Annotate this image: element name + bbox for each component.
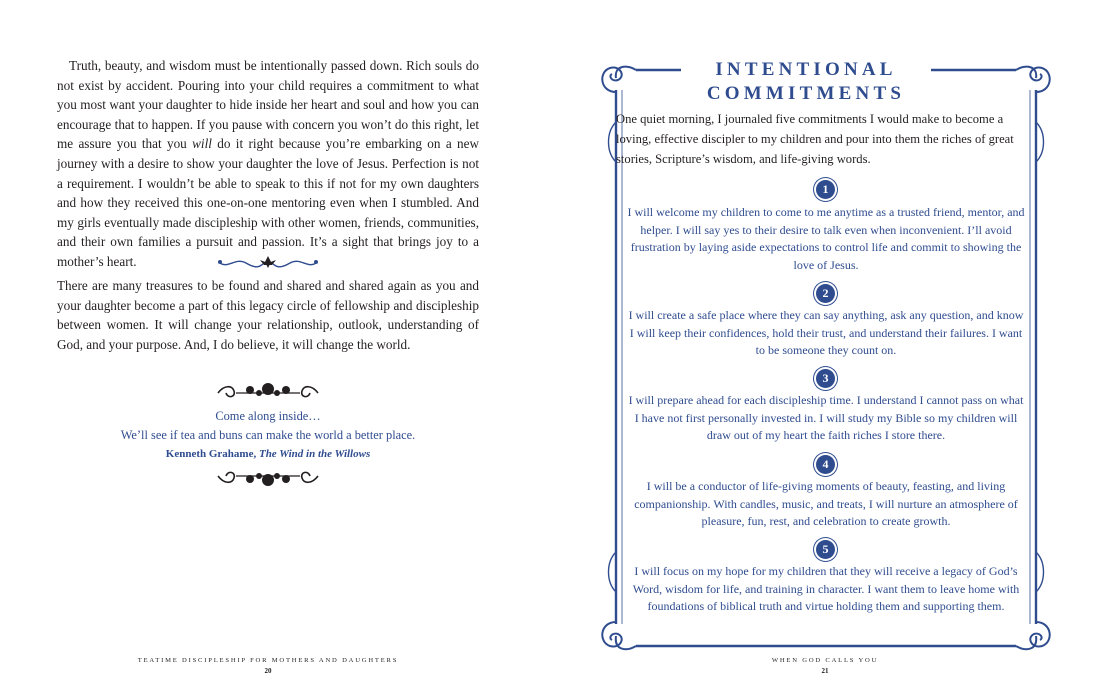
- paragraph-2-text: There are many treasures to be found and shared and shared again as you and your daughter become a part of this legacy circle of fellowship and discipleship between women. It will change your relationship, outlook, understanding of God, and your purpose. And, I do believe, it will change the world.: [57, 278, 479, 352]
- intro-paragraph: One quiet morning, I journaled five commitments I would make to become a loving, effective discipler to my children and pour into them the riches of great stories, Scripture’s wisdom, and life-giving words.: [616, 112, 1014, 166]
- epigraph-quote: [60, 407, 476, 464]
- left-page: [0, 0, 546, 700]
- right-page: [546, 0, 1093, 700]
- commitment-number-2: 2: [816, 284, 835, 303]
- commitment-number-3: 3: [816, 369, 835, 388]
- ornament-bottom-icon: [216, 466, 320, 488]
- paragraph-1-part-a: Truth, beauty, and wisdom must be intentionally passed down. Rich souls do not exist by accident. Pouring into your child requires a commitment to what you most want your daughter to hide inside her heart and soul and how you can encourage that to happen. If you pause with concern you won’t do this right, let me assure you that you: [57, 58, 479, 152]
- commitment-1-text: I will welcome my children to come to me anytime as a trusted friend, mentor, and helper. I will say yes to their desire to talk even when inconvenient. I’ll avoid frustration by laying aside expectations to control life and commit to showing the love of Jesus.: [627, 205, 1025, 272]
- commitment-4-text: I will be a conductor of life-giving moments of beauty, feasting, and living companionship. With candles, music, and treats, I will nurture an atmosphere of pleasure, fun, rest, and celebration to create growth.: [634, 479, 1018, 529]
- title-line-2: COMMITMENTS: [706, 83, 906, 104]
- title-line-1: INTENTIONAL: [715, 59, 897, 80]
- quote-attribution: [60, 445, 476, 464]
- page-number: 20: [264, 667, 272, 675]
- paragraph-1-part-b: do it right because you’re embarking on a new journey with a desire to show your daughter the love of Jesus. Perfection is not a requirement. I wouldn’t be able to speak to this if not for my own daughters and how they received this one-on-one mentoring even when I stumbled. And my girls eventually made discipleship with other women, friends, communities, and their own families a pursuit and passion. It’s a sight that brings joy to a mother’s heart.: [57, 136, 479, 269]
- quote-book-title: The Wind in the Willows: [258, 448, 371, 460]
- commitment-number-1: 1: [816, 180, 835, 199]
- ornament-top-icon: [216, 381, 320, 403]
- footer-book-title: TEATIME DISCIPLESHIP FOR MOTHERS AND DAUGHTERS: [137, 657, 399, 664]
- footer-chapter-title: WHEN GOD CALLS YOU: [771, 657, 879, 664]
- body-paragraph-1: [57, 56, 479, 272]
- emphasis-will: will: [192, 136, 212, 152]
- commitment-3-text: I will prepare ahead for each discipleship time. I understand I cannot pass on what I have not first personally invested in. I will study my Bible so my children will draw out of my heart the faith riches I store there.: [628, 393, 1024, 443]
- quote-line-2: We’ll see if tea and buns can make the world a better place.: [120, 428, 416, 442]
- commitment-number-5: 5: [816, 540, 835, 559]
- body-paragraph-2: [57, 276, 479, 354]
- section-title: [681, 58, 931, 106]
- commitment-2-text: I will create a safe place where they can say anything, ask any question, and know I will keep their confidences, hold their trust, and understand their failures. I want to be someone they count on.: [628, 308, 1024, 358]
- running-footer: [120, 657, 416, 675]
- running-footer-right: [682, 657, 968, 675]
- page-number-right: 21: [821, 667, 829, 675]
- commitment-5-text: I will focus on my hope for my children that they will receive a legacy of God’s Word, wisdom for life, and training in character. I want them to leave home with foundations of biblical truth and virtue holding them and supporting them.: [632, 564, 1020, 614]
- quote-line-1: Come along inside…: [215, 409, 321, 423]
- quote-author: Kenneth Grahame,: [165, 448, 259, 460]
- flourish-divider-icon: [216, 253, 320, 271]
- commitment-number-4: 4: [816, 455, 835, 474]
